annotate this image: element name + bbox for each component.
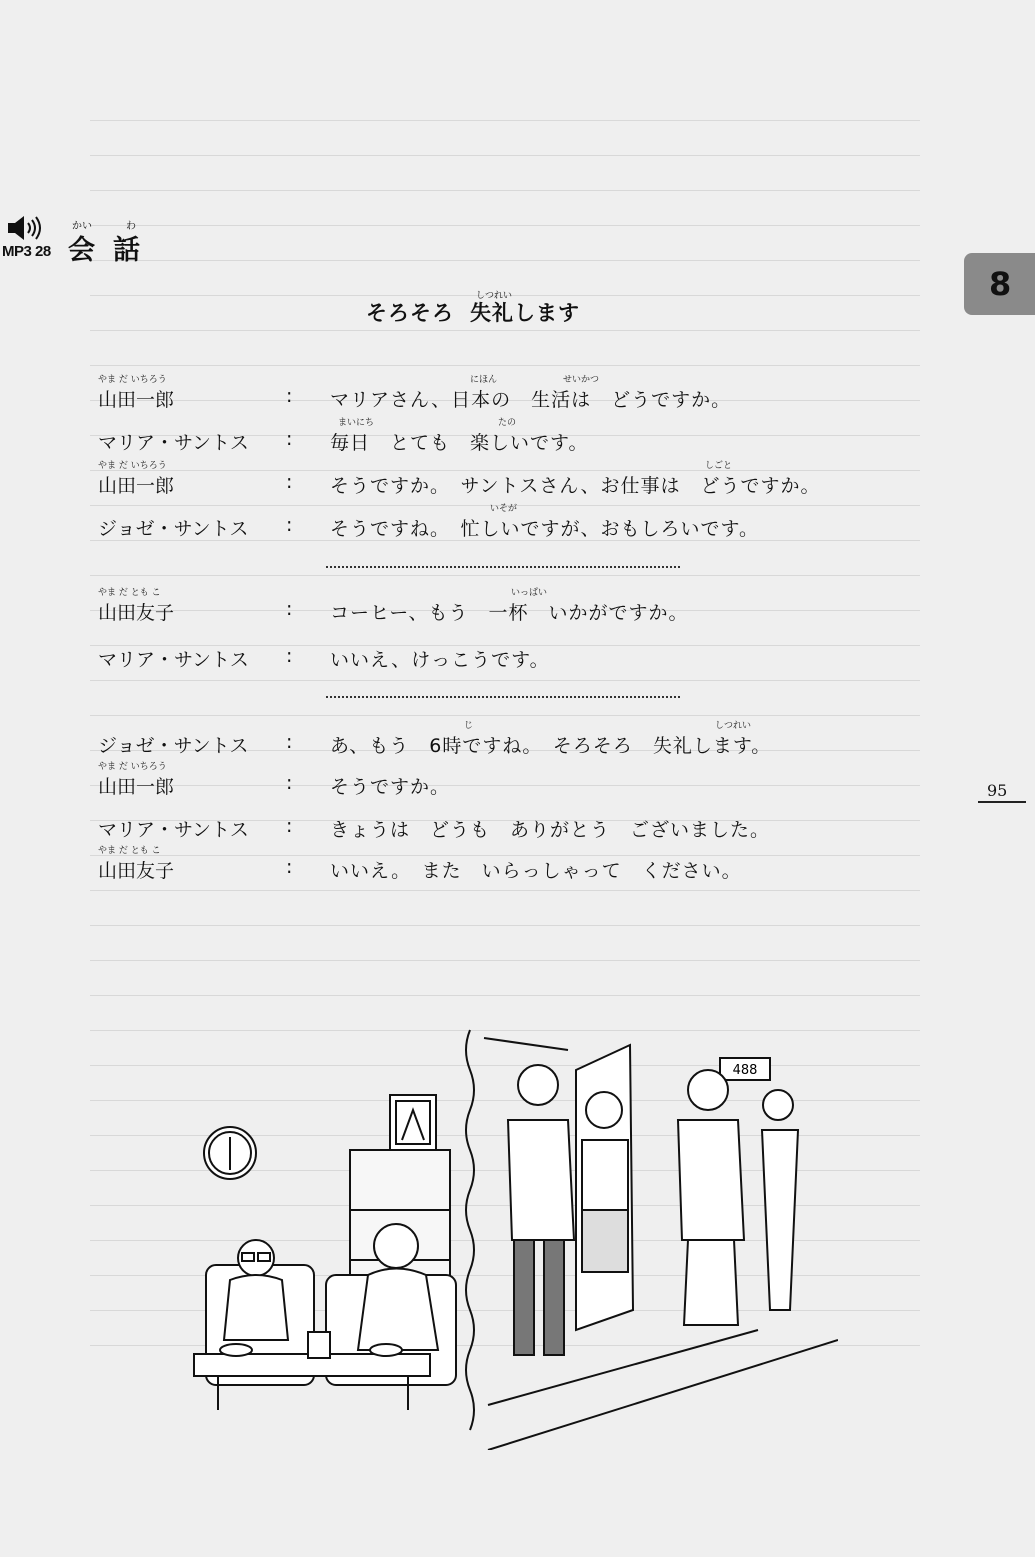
speaker-name: マリア・サントス: [98, 819, 249, 841]
colon: :: [286, 856, 293, 878]
utterance: コーヒー、もう 一杯 いかがですか。: [330, 602, 689, 624]
dialog-title-part1: そろそろ: [366, 301, 454, 325]
dialog-title-part2: 失礼します: [470, 301, 580, 325]
speaker-name: 山田一郎: [98, 389, 175, 411]
word-ruby: いっぱい: [511, 588, 548, 598]
utterance: あ、もう 6時ですね。 そろそろ 失礼します。: [330, 735, 772, 757]
dialog-title: [366, 297, 580, 327]
utterance: マリアさん、日本の 生活は どうですか。: [330, 389, 732, 411]
utterance: そうですね。 忙しいですが、おもしろいです。: [330, 518, 759, 540]
utterance: きょうは どうも ありがとう ございました。: [330, 819, 771, 841]
utterance: そうですか。: [330, 776, 451, 798]
ruby-wa: わ: [126, 221, 136, 232]
speaker-ruby: やま だ いちろう: [98, 762, 167, 772]
speaker-ruby: やま だ とも こ: [98, 846, 161, 856]
speaker-name: 山田一郎: [98, 776, 175, 798]
colon: :: [286, 471, 293, 493]
utterance: 毎日 とても 楽しいです。: [330, 432, 589, 454]
speaker-ruby: やま だ いちろう: [98, 375, 167, 385]
word-ruby: いそが: [490, 504, 518, 514]
ruby-kai: かい: [72, 221, 92, 232]
dotted-divider: [326, 566, 680, 568]
dotted-divider: [326, 696, 680, 698]
speaker-name: ジョゼ・サントス: [98, 735, 249, 757]
chapter-number: 8: [989, 265, 1012, 303]
section-title: 会話: [68, 235, 158, 266]
utterance: いいえ、けっこうです。: [330, 649, 550, 671]
door-number: 488: [732, 1063, 758, 1078]
word-ruby: しつれい: [715, 721, 752, 731]
colon: :: [286, 598, 293, 620]
word-ruby: まいにち: [338, 418, 375, 428]
word-ruby: たの: [498, 418, 517, 428]
speaker-name: 山田友子: [98, 602, 175, 624]
colon: :: [286, 731, 293, 753]
page-number-rule: [978, 801, 1026, 803]
speaker-ruby: やま だ とも こ: [98, 588, 161, 598]
speaker-name: ジョゼ・サントス: [98, 518, 249, 540]
word-ruby: しごと: [705, 461, 733, 471]
word-ruby: じ: [464, 721, 474, 731]
speaker-ruby: やま だ いちろう: [98, 461, 167, 471]
dialog-title-ruby: しつれい: [476, 291, 513, 301]
utterance: そうですか。 サントスさん、お仕事は どうですか。: [330, 475, 821, 497]
speaker-name: マリア・サントス: [98, 649, 249, 671]
colon: :: [286, 815, 293, 837]
word-ruby: せいかつ: [563, 375, 600, 385]
page-number: 95: [987, 781, 1008, 800]
speaker-name: マリア・サントス: [98, 432, 249, 454]
illustration: [158, 1010, 838, 1450]
speaker-name: 山田友子: [98, 860, 175, 882]
chapter-tab[interactable]: [964, 253, 1035, 315]
colon: :: [286, 772, 293, 794]
speaker-name: 山田一郎: [98, 475, 175, 497]
colon: :: [286, 385, 293, 407]
speaker-icon[interactable]: [6, 214, 46, 242]
utterance: いいえ。 また いらっしゃって ください。: [330, 860, 742, 882]
word-ruby: にほん: [470, 375, 498, 385]
colon: :: [286, 645, 293, 667]
colon: :: [286, 514, 293, 536]
audio-track-label: MP3 28: [2, 243, 51, 260]
colon: :: [286, 428, 293, 450]
